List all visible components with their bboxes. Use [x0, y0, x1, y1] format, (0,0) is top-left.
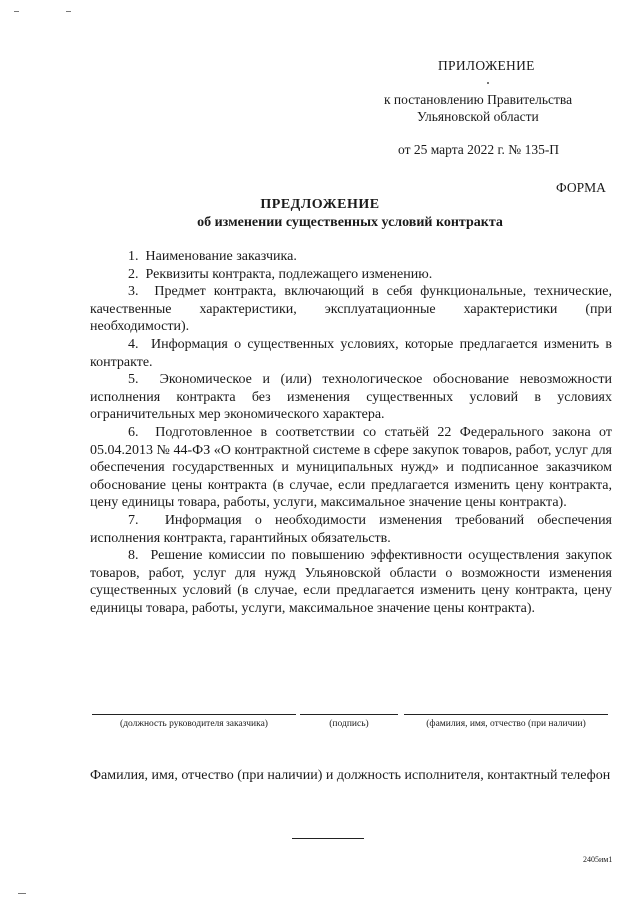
scan-mark	[14, 11, 19, 12]
document-code: 2405им1	[583, 855, 613, 864]
name-caption: (фамилия, имя, отчество (при наличии)	[426, 719, 586, 729]
bottom-divider	[292, 838, 364, 839]
region-name: Ульяновской области	[417, 109, 539, 124]
scan-mark	[18, 893, 26, 894]
list-item: 6. Подготовленное в соответствии со статьёй 22 Федерального закона от 05.04.2013 № 44-ФЗ «О контрактной системе в сфере закупок товаров, работ, услуг для обеспечения государственных и муниципальных нужд» и подписанное заказчиком обоснование цены контракта (в случае, если предлагается изменить цену контракта, цену единицы товара, работы, услуги, максимальное значение цены контракта).	[90, 424, 612, 511]
list-item: 8. Решение комиссии по повышению эффективности осуществления закупок товаров, работ, услуг для нужд Ульяновской области о возможности изменения существенных условий (в случае, если предлагается изменить цену контракта, цену единицы товара, работы, услуги, максимальное значение цены контракта).	[90, 548, 612, 616]
requirements-list	[90, 248, 612, 617]
list-item: 2. Реквизиты контракта, подлежащего изменению.	[128, 266, 433, 282]
list-item: 3. Предмет контракта, включающий в себя функциональные, технические, качественные характеристики, эксплуатационные характеристики (при необходимости).	[90, 284, 612, 335]
list-item: 5. Экономическое и (или) технологическое обоснование невозможности исполнения контракта без изменения существенных условий в условиях ограничительных мер экономического характера.	[90, 372, 612, 423]
list-item: 1. Наименование заказчика.	[128, 249, 297, 264]
appendix-heading: ПРИЛОЖЕНИЕ	[438, 58, 535, 73]
position-caption: (должность руководителя заказчика)	[120, 719, 268, 729]
document-subtitle: об изменении существенных условий контракта	[197, 215, 503, 230]
name-signature-line	[404, 714, 608, 715]
list-item: 7. Информация о необходимости изменения требований обеспечения исполнения контракта, гарантийных обязательств.	[90, 512, 612, 546]
executor-info: Фамилия, имя, отчество (при наличии) и должность исполнителя, контактный телефон	[90, 768, 611, 783]
signature-caption: (подпись)	[329, 719, 369, 729]
scan-mark	[66, 11, 71, 12]
form-label: ФОРМА	[556, 180, 606, 195]
signature-line	[300, 714, 398, 715]
resolution-reference: к постановлению Правительства	[384, 92, 573, 107]
resolution-date-number: от 25 марта 2022 г. № 135-П	[398, 142, 560, 157]
document-title: ПРЕДЛОЖЕНИЕ	[260, 197, 380, 212]
list-item: 4. Информация о существенных условиях, которые предлагается изменить в контракте.	[90, 336, 612, 370]
scan-mark	[487, 82, 489, 84]
position-signature-line	[92, 714, 296, 715]
